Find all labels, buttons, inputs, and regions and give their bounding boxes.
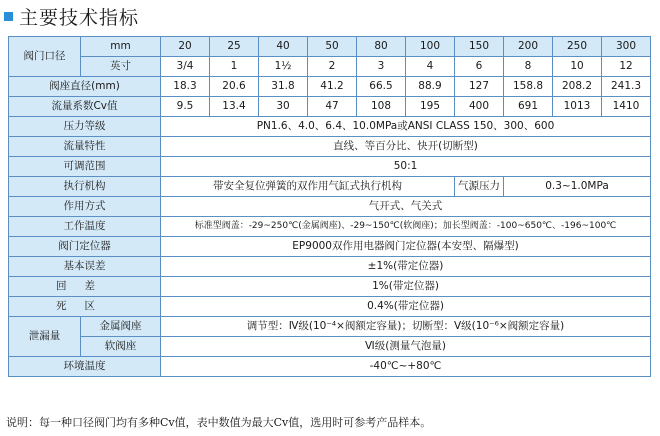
row-basic-error: [9, 257, 651, 277]
cv-label: 流量系数Cv值: [9, 97, 161, 117]
action-label: 作用方式: [9, 197, 161, 217]
flow-characteristic-value: 直线、等百分比、快开(切断型): [161, 137, 651, 157]
row-cv: [9, 97, 651, 117]
basic-error-value: ±1%(带定位器): [161, 257, 651, 277]
size-mm-cell: 20: [161, 37, 210, 57]
cv-cell: 47: [308, 97, 357, 117]
positioner-value: EP9000双作用电器阀门定位器(本安型、隔爆型): [161, 237, 651, 257]
size-inch-cell: 1½: [259, 57, 308, 77]
seat-diameter-cell: 41.2: [308, 77, 357, 97]
leakage-soft-label: 软阀座: [81, 337, 161, 357]
seat-diameter-cell: 127: [455, 77, 504, 97]
seat-diameter-cell: 31.8: [259, 77, 308, 97]
temperature-label: 工作温度: [9, 217, 161, 237]
row-actuator: [9, 177, 651, 197]
actuator-value: 带安全复位弹簧的双作用气缸式执行机构: [161, 177, 455, 197]
bullet-square-icon: [4, 12, 13, 21]
size-inch-cell: 3: [357, 57, 406, 77]
size-label: 阀门口径: [9, 37, 81, 77]
size-mm-cell: 25: [210, 37, 259, 57]
temperature-value: 标准型阀盖：-29~250℃(金属阀座)、-29~150℃(软阀座)；加长型阀盖：-100~650℃、-196~100℃: [161, 217, 651, 237]
row-size-mm: [9, 37, 651, 57]
deadband-label: 死区: [9, 297, 161, 317]
size-inch-cell: 3/4: [161, 57, 210, 77]
pressure-value: PN1.6、4.0、6.4、10.0MPa或ANSI CLASS 150、300、600: [161, 117, 651, 137]
seat-diameter-cell: 20.6: [210, 77, 259, 97]
size-mm-cell: 300: [602, 37, 651, 57]
size-inch-cell: 10: [553, 57, 602, 77]
cv-cell: 400: [455, 97, 504, 117]
row-ambient: [9, 357, 651, 377]
seat-diameter-cell: 241.3: [602, 77, 651, 97]
cv-cell: 9.5: [161, 97, 210, 117]
hysteresis-value: 1%(带定位器): [161, 277, 651, 297]
seat-diameter-cell: 88.9: [406, 77, 455, 97]
size-mm-cell: 200: [504, 37, 553, 57]
cv-cell: 1410: [602, 97, 651, 117]
pressure-label: 压力等级: [9, 117, 161, 137]
cv-cell: 691: [504, 97, 553, 117]
range-value: 50:1: [161, 157, 651, 177]
seat-diameter-cell: 158.8: [504, 77, 553, 97]
cv-cell: 195: [406, 97, 455, 117]
size-inch-cell: 12: [602, 57, 651, 77]
size-inch-cell: 2: [308, 57, 357, 77]
hysteresis-label: 回差: [9, 277, 161, 297]
basic-error-label: 基本误差: [9, 257, 161, 277]
ambient-label: 环境温度: [9, 357, 161, 377]
positioner-label: 阀门定位器: [9, 237, 161, 257]
section-heading: [4, 2, 139, 30]
row-positioner: [9, 237, 651, 257]
size-mm-cell: 150: [455, 37, 504, 57]
seat-diameter-cell: 208.2: [553, 77, 602, 97]
page-title: 主要技术指标: [19, 6, 140, 29]
air-pressure-label: 气源压力: [455, 177, 504, 197]
seat-diameter-cell: 66.5: [357, 77, 406, 97]
size-mm-cell: 80: [357, 37, 406, 57]
size-inch-cell: 4: [406, 57, 455, 77]
size-mm-cell: 50: [308, 37, 357, 57]
seat-diameter-label: 阀座直径(mm): [9, 77, 161, 97]
cv-cell: 108: [357, 97, 406, 117]
cv-cell: 13.4: [210, 97, 259, 117]
row-pressure: [9, 117, 651, 137]
cv-cell: 30: [259, 97, 308, 117]
seat-diameter-cell: 18.3: [161, 77, 210, 97]
size-inch-cell: 6: [455, 57, 504, 77]
size-inch-cell: 8: [504, 57, 553, 77]
inch-unit-label: 英寸: [81, 57, 161, 77]
action-value: 气开式、气关式: [161, 197, 651, 217]
size-mm-cell: 250: [553, 37, 602, 57]
row-deadband: [9, 297, 651, 317]
size-inch-cell: 1: [210, 57, 259, 77]
cv-cell: 1013: [553, 97, 602, 117]
leakage-soft-value: Ⅵ级(测量气泡量): [161, 337, 651, 357]
ambient-value: -40℃~+80℃: [161, 357, 651, 377]
actuator-label: 执行机构: [9, 177, 161, 197]
row-leakage-metal: [9, 317, 651, 337]
leakage-metal-label: 金属阀座: [81, 317, 161, 337]
row-temperature: [9, 217, 651, 237]
range-label: 可调范围: [9, 157, 161, 177]
row-leakage-soft: [9, 337, 651, 357]
spec-table: [8, 36, 651, 377]
size-mm-cell: 100: [406, 37, 455, 57]
size-mm-cell: 40: [259, 37, 308, 57]
leakage-metal-value: 调节型：Ⅳ级(10⁻⁴×阀额定容量)；切断型：Ⅴ级(10⁻⁶×阀额定容量): [161, 317, 651, 337]
row-seat-diameter: [9, 77, 651, 97]
mm-unit-label: mm: [81, 37, 161, 57]
footnote: 说明：每一种口径阀门均有多种Cv值，表中数值为最大Cv值，选用时可参考产品样本。: [6, 416, 432, 429]
row-flow-characteristic: [9, 137, 651, 157]
row-range: [9, 157, 651, 177]
air-pressure-value: 0.3~1.0MPa: [504, 177, 651, 197]
row-size-inch: [9, 57, 651, 77]
row-action: [9, 197, 651, 217]
row-hysteresis: [9, 277, 651, 297]
leakage-label: 泄漏量: [9, 317, 81, 357]
deadband-value: 0.4%(带定位器): [161, 297, 651, 317]
flow-characteristic-label: 流量特性: [9, 137, 161, 157]
